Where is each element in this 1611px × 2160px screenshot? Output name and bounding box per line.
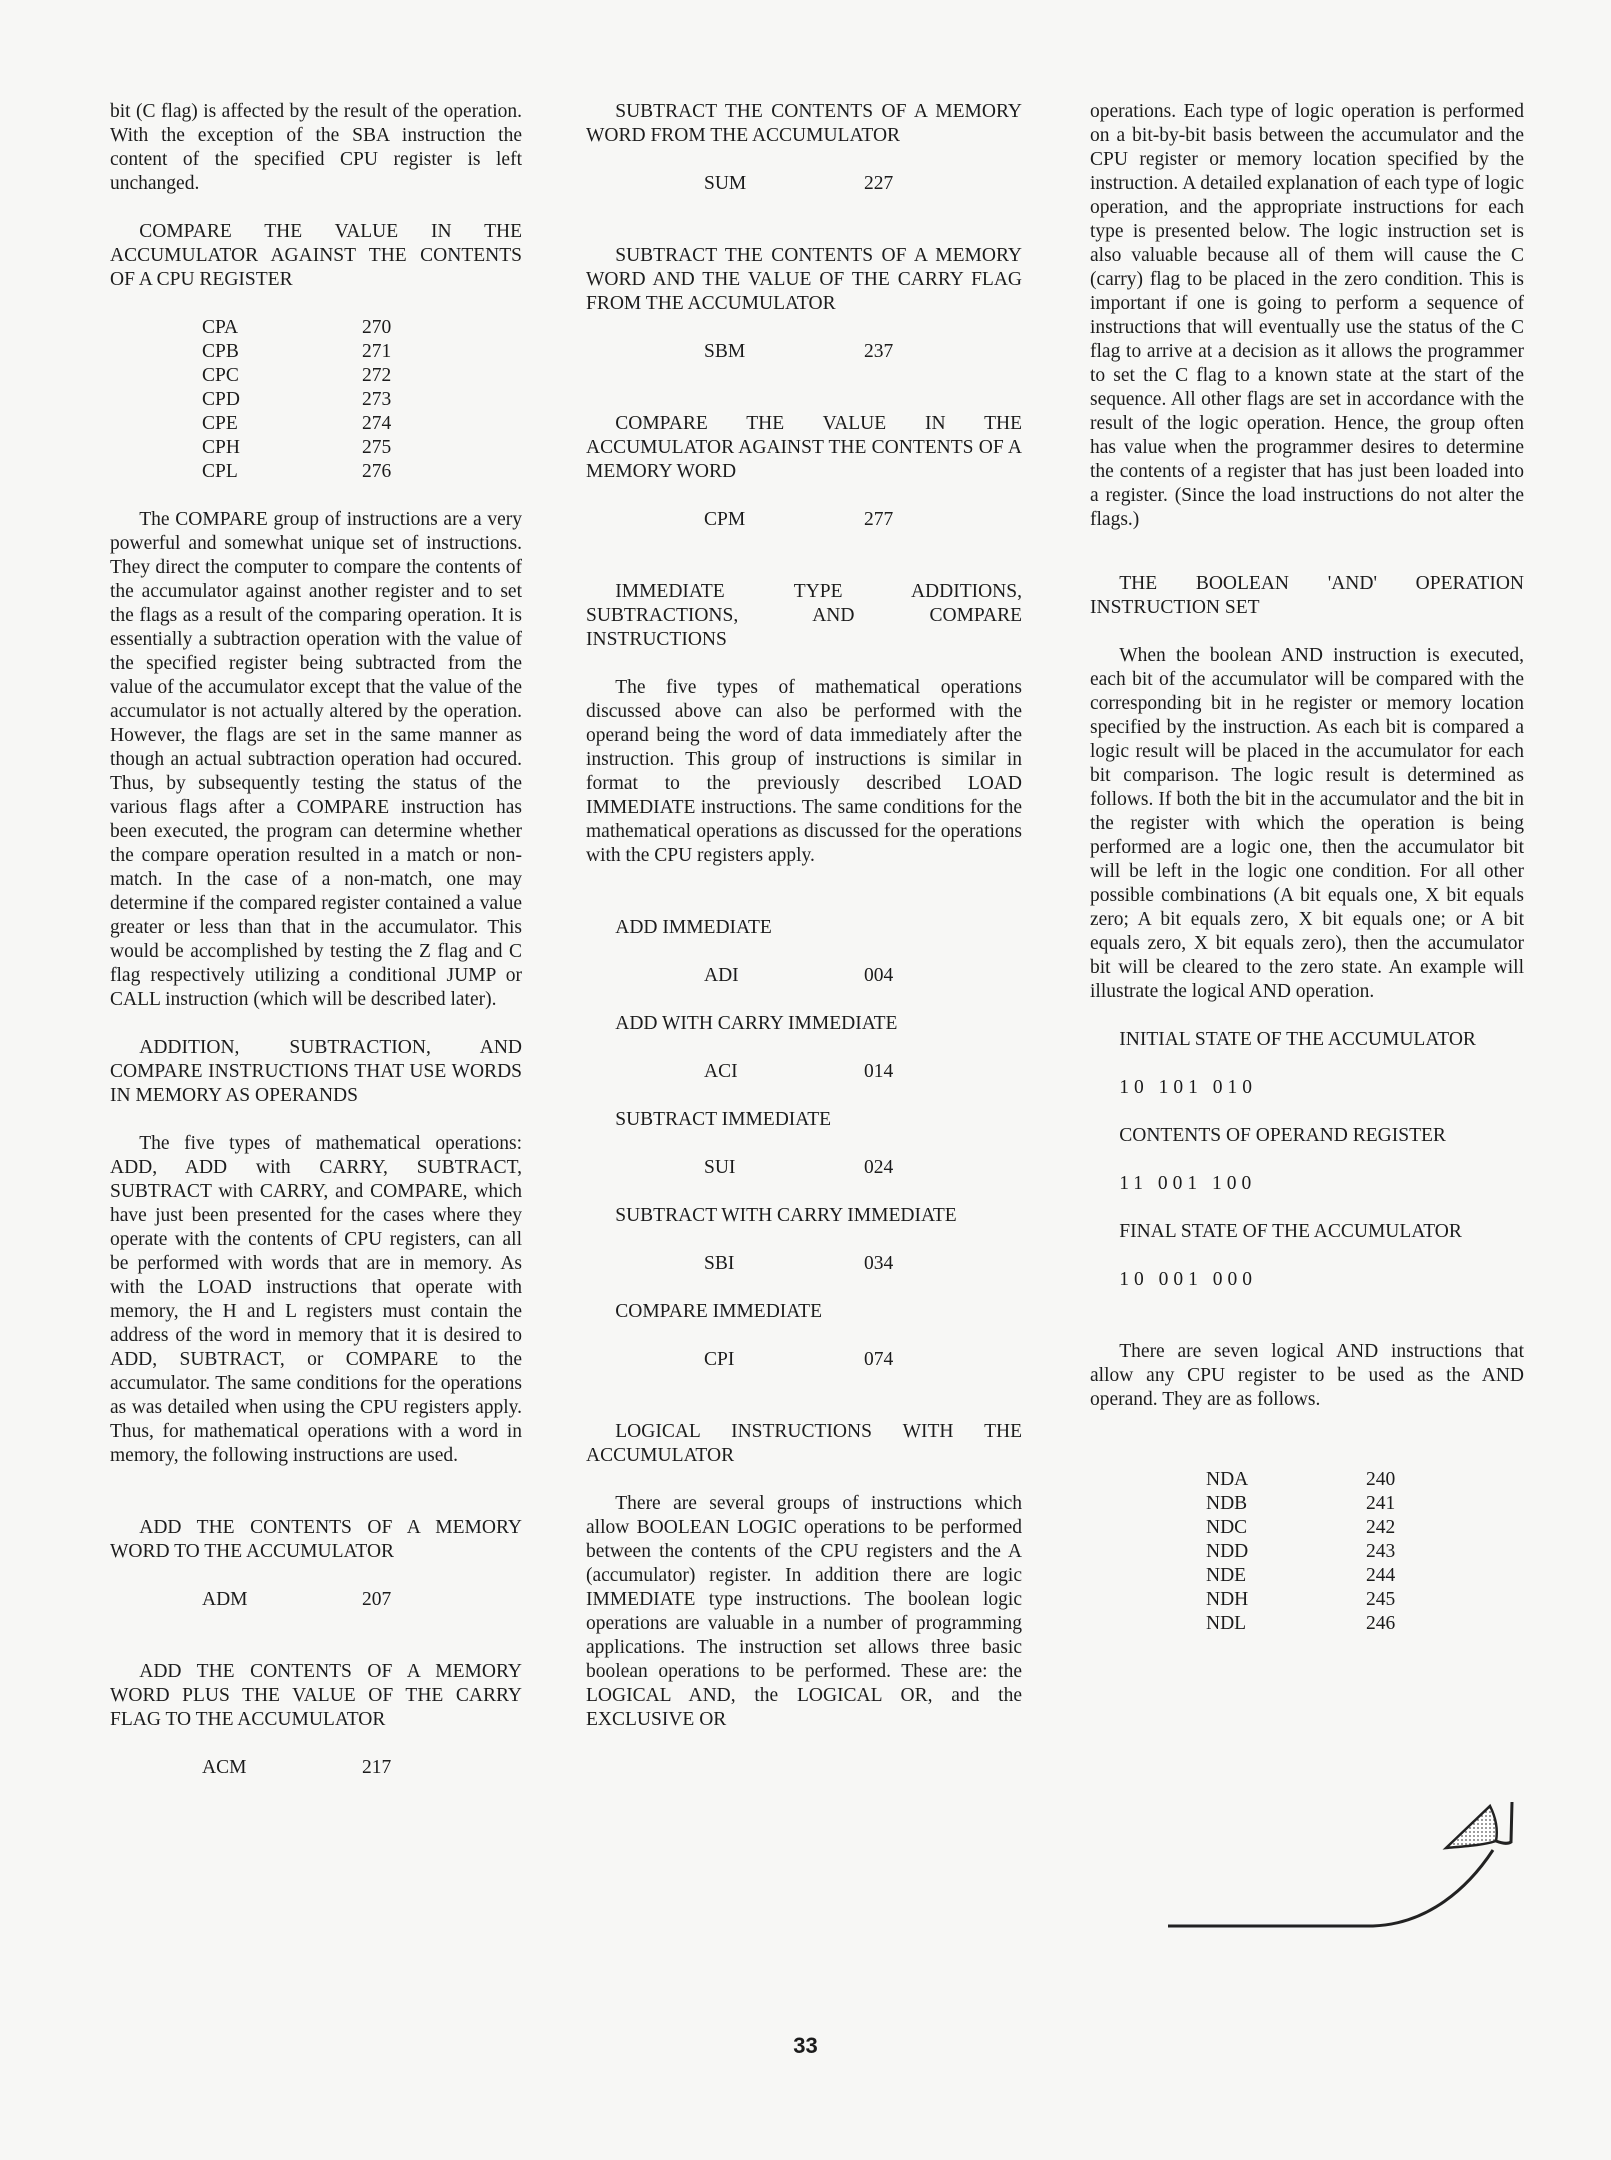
op: CPC bbox=[202, 365, 239, 386]
heading-boolean-and: THE BOOLEAN 'AND' OPERATION INSTRUCTION SET bbox=[1090, 573, 1524, 618]
op: CPI bbox=[704, 1349, 735, 1370]
paragraph-intro: bit (C flag) is affected by the result of the operation. With the exception of the SBA instruction the content of the specified CPU register is left unchanged. bbox=[110, 101, 522, 194]
op: CPB bbox=[202, 341, 239, 362]
code: 241 bbox=[1366, 1493, 1396, 1514]
op: CPE bbox=[202, 413, 238, 434]
label-final-state: FINAL STATE OF THE ACCUMULATOR bbox=[1119, 1221, 1462, 1242]
label-initial-state: INITIAL STATE OF THE ACCUMULATOR bbox=[1119, 1029, 1476, 1050]
paragraph-five-types: The five types of mathematical operations: ADD, ADD with CARRY, SUBTRACT, SUBTRACT with CARRY, and COMPARE, which have just been presented for the cases where they operate with the contents of CPU registers, can all be performed with words that are in memory. As with the LOAD instructions that operate with memory, the H and L registers must contain the address of the word in memory that it is desired to ADD, SUBTRACT, or COMPARE to the accumulator. The same conditions for the operations as was detailed when using the CPU registers apply. Thus, for mathematical operations with a word in memory, the following instructions are used. bbox=[110, 1133, 522, 1466]
code: 074 bbox=[864, 1349, 894, 1370]
code: 217 bbox=[362, 1757, 392, 1778]
bits-initial: 10 101 010 bbox=[1119, 1077, 1257, 1098]
bits-operand: 11 001 100 bbox=[1119, 1173, 1257, 1194]
compare-register-table bbox=[202, 316, 522, 484]
cpm-row bbox=[704, 508, 1022, 532]
code: 244 bbox=[1366, 1565, 1396, 1586]
adi-row bbox=[704, 964, 1022, 988]
and-instruction-table bbox=[1206, 1468, 1524, 1636]
code: 272 bbox=[362, 365, 392, 386]
op: ACM bbox=[202, 1757, 247, 1778]
op: NDH bbox=[1206, 1589, 1249, 1610]
op: CPA bbox=[202, 317, 239, 338]
paragraph-compare: The COMPARE group of instructions are a very powerful and somewhat unique set of instructions. They direct the computer to compare the contents of the accumulator against another register and to set the flags as a result of the comparing operation. It is essentially a subtraction operation with the value of the specified register being subtracted from the value of the accumulator except that the value of the accumulator is not actually altered by the operation. However, the flags are set in the same manner as though an actual subtraction operation had occured. Thus, by subsequently testing the status of the various flags after a COMPARE instruction has been executed, the program can determine whether the compare operation resulted in a match or non-match. In the case of a non-match, one may determine if the compared register contained a value greater or less than that in the accumulator. This would be accomplished by testing the Z flag and C flag respectively utilizing a conditional JUMP or CALL instruction (which will be described later). bbox=[110, 509, 522, 1010]
code: 245 bbox=[1366, 1589, 1396, 1610]
heading-sui: SUBTRACT IMMEDIATE bbox=[615, 1109, 832, 1130]
heading-sbm: SUBTRACT THE CONTENTS OF A MEMORY WORD AND THE VALUE OF THE CARRY FLAG FROM THE ACCUMULATOR bbox=[586, 245, 1022, 314]
heading-cpi: COMPARE IMMEDIATE bbox=[615, 1301, 823, 1322]
label-operand-register: CONTENTS OF OPERAND REGISTER bbox=[1119, 1125, 1446, 1146]
op: ACI bbox=[704, 1061, 738, 1082]
heading-cpm: COMPARE THE VALUE IN THE ACCUMULATOR AGAINST THE CONTENTS OF A MEMORY WORD bbox=[586, 413, 1022, 482]
op: NDC bbox=[1206, 1517, 1248, 1538]
op: CPL bbox=[202, 461, 238, 482]
code: 277 bbox=[864, 509, 894, 530]
code: 240 bbox=[1366, 1469, 1396, 1490]
code: 273 bbox=[362, 389, 392, 410]
op: ADM bbox=[202, 1589, 248, 1610]
code: 034 bbox=[864, 1253, 894, 1274]
code: 270 bbox=[362, 317, 392, 338]
op: NDE bbox=[1206, 1565, 1247, 1586]
sbm-row bbox=[704, 340, 1022, 364]
op: CPH bbox=[202, 437, 240, 458]
paragraph-immediate: The five types of mathematical operations discussed above can also be performed with the operand being the word of data immediately after the instruction. This group of instructions is similar in format to the previously described LOAD IMMEDIATE instructions. The same conditions for the mathematical operations as discussed for the operations with the CPU registers apply. bbox=[586, 677, 1022, 866]
sui-row bbox=[704, 1156, 1022, 1180]
heading-acm: ADD THE CONTENTS OF A MEMORY WORD PLUS THE VALUE OF THE CARRY FLAG TO THE ACCUMULATOR bbox=[110, 1661, 522, 1730]
code: 242 bbox=[1366, 1517, 1396, 1538]
paragraph-seven-and: There are seven logical AND instructions that allow any CPU register to be used as the AND operand. They are as follows. bbox=[1090, 1341, 1524, 1410]
code: 014 bbox=[864, 1061, 894, 1082]
code: 243 bbox=[1366, 1541, 1396, 1562]
op: NDL bbox=[1206, 1613, 1247, 1634]
heading-sbi: SUBTRACT WITH CARRY IMMEDIATE bbox=[615, 1205, 957, 1226]
column-3 bbox=[1090, 100, 1524, 1636]
sbi-row bbox=[704, 1252, 1022, 1276]
adm-row bbox=[202, 1588, 522, 1612]
code: 004 bbox=[864, 965, 894, 986]
code: 227 bbox=[864, 173, 894, 194]
paragraph-logical: There are several groups of instructions which allow BOOLEAN LOGIC operations to be performed between the contents of the CPU registers and the A (accumulator) register. In addition there are logic IMMEDIATE type instructions. The boolean logic operations are valuable in a number of programming applications. The instruction set allows three basic boolean operations to be performed. These are: the LOGICAL AND, the LOGICAL OR, and the EXCLUSIVE OR bbox=[586, 1493, 1022, 1730]
heading-sum: SUBTRACT THE CONTENTS OF A MEMORY WORD FROM THE ACCUMULATOR bbox=[586, 101, 1022, 146]
page-curl-end-mark-icon bbox=[1168, 1798, 1538, 1948]
sum-row bbox=[704, 172, 1022, 196]
op: CPM bbox=[704, 509, 746, 530]
heading-immediate: IMMEDIATE TYPE ADDITIONS, SUBTRACTIONS, AND COMPARE INSTRUCTIONS bbox=[586, 581, 1022, 650]
acm-row bbox=[202, 1756, 522, 1780]
code: 274 bbox=[362, 413, 392, 434]
op: NDB bbox=[1206, 1493, 1248, 1514]
cpi-row bbox=[704, 1348, 1022, 1372]
heading-compare-register: COMPARE THE VALUE IN THE ACCUMULATOR AGAINST THE CONTENTS OF A CPU REGISTER bbox=[110, 221, 522, 290]
heading-logical: LOGICAL INSTRUCTIONS WITH THE ACCUMULATOR bbox=[586, 1421, 1022, 1466]
op: SBI bbox=[704, 1253, 735, 1274]
page-number: 33 bbox=[793, 2033, 818, 2058]
paragraph-and: When the boolean AND instruction is executed, each bit of the accumulator will be compared with the corresponding bit in he register or memory location specified by the instruction. As each bit is compared a logic result will be placed in the accumulator for each bit comparison. The logic result is determined as follows. If both the bit in the accumulator and the bit in the register with which the operation is being performed are a logic one, then the accumulator bit will be left in the logic one condition. For all other possible combinations (A bit equals one, X bit equals zero; A bit equals zero, X bit equals one; or A bit equals zero, X bit equals zero), then the accumulator bit will be cleared to the zero state. An example will illustrate the logical AND operation. bbox=[1090, 645, 1524, 1002]
op: NDD bbox=[1206, 1541, 1249, 1562]
heading-adm: ADD THE CONTENTS OF A MEMORY WORD TO THE ACCUMULATOR bbox=[110, 1517, 522, 1562]
column-1 bbox=[110, 100, 522, 1780]
aci-row bbox=[704, 1060, 1022, 1084]
code: 276 bbox=[362, 461, 392, 482]
code: 275 bbox=[362, 437, 392, 458]
code: 237 bbox=[864, 341, 894, 362]
code: 024 bbox=[864, 1157, 894, 1178]
heading-memory-operands: ADDITION, SUBTRACTION, AND COMPARE INSTRUCTIONS THAT USE WORDS IN MEMORY AS OPERANDS bbox=[110, 1037, 522, 1106]
heading-aci: ADD WITH CARRY IMMEDIATE bbox=[615, 1013, 898, 1034]
op: ADI bbox=[704, 965, 739, 986]
column-2 bbox=[586, 100, 1022, 1732]
code: 271 bbox=[362, 341, 392, 362]
op: SUM bbox=[704, 173, 747, 194]
op: CPD bbox=[202, 389, 240, 410]
code: 246 bbox=[1366, 1613, 1396, 1634]
op: SUI bbox=[704, 1157, 736, 1178]
bits-final: 10 001 000 bbox=[1119, 1269, 1257, 1290]
heading-adi: ADD IMMEDIATE bbox=[615, 917, 772, 938]
code: 207 bbox=[362, 1589, 392, 1610]
op: SBM bbox=[704, 341, 746, 362]
op: NDA bbox=[1206, 1469, 1249, 1490]
paragraph-operations: operations. Each type of logic operation is performed on a bit-by-bit basis between the accumulator and the CPU register or memory location specified by the instruction. A detailed explanation of each type of logic operation, and the appropriate instructions for each type is presented below. The logic instruction set is also valuable because all of them will cause the C (carry) flag to be placed in the zero condition. This is important if one is going to perform a sequence of instructions that will eventually use the status of the C flag to arrive at a decision as it allows the programmer to set the C flag to a known state at the start of the sequence. All other flags are set in accordance with the result of the logic operation. Hence, the group often has value when the programmer desires to determine the contents of a register that has just been loaded into a register. (Since the load instructions do not alter the flags.) bbox=[1090, 101, 1524, 530]
